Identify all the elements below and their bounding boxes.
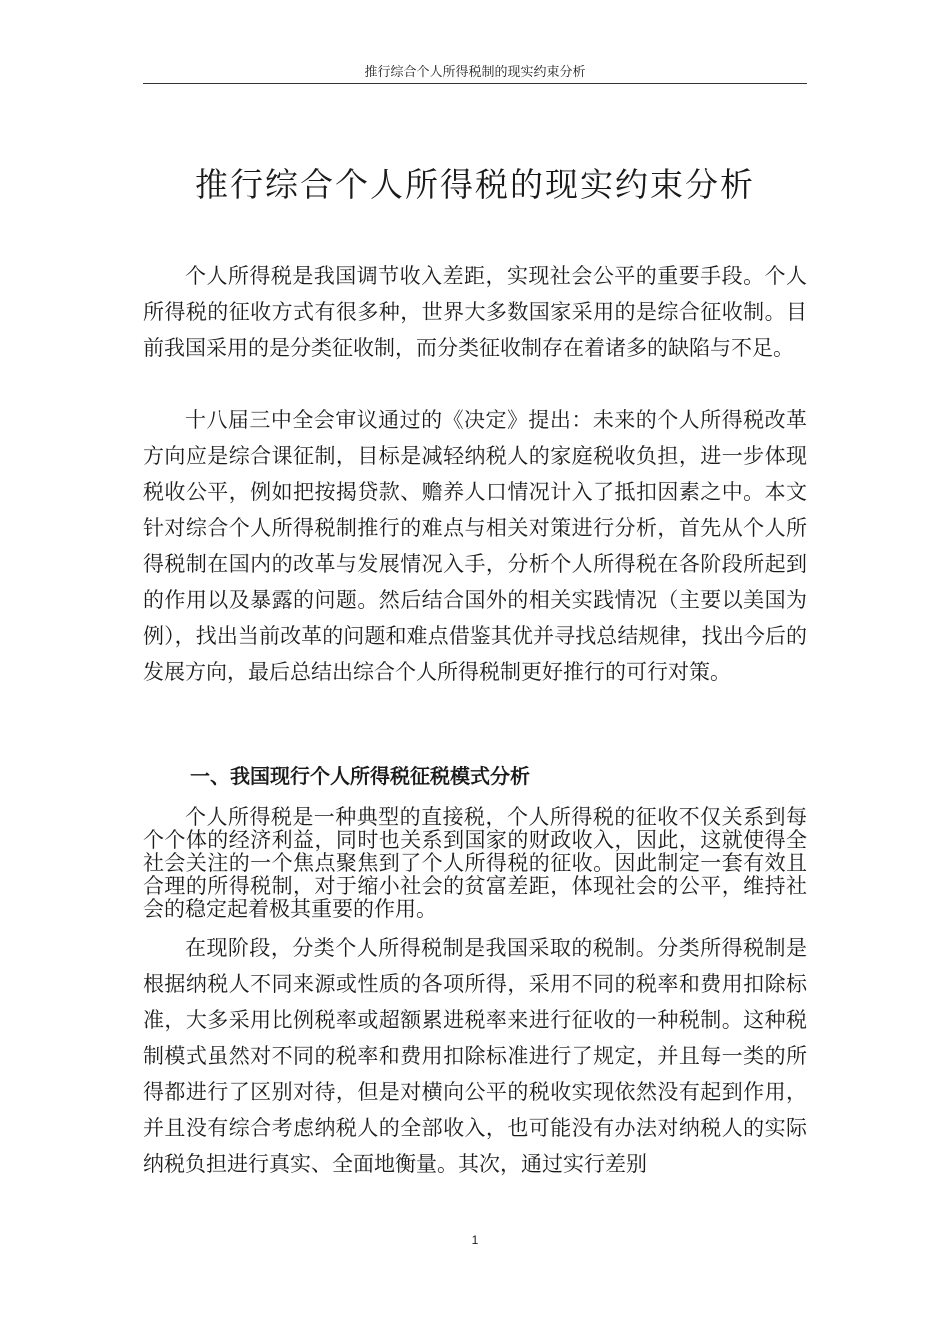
document-title: 推行综合个人所得税的现实约束分析 [195, 165, 755, 204]
running-header: 推行综合个人所得税制的现实约束分析 [364, 65, 586, 80]
section-1-paragraph-1: 个人所得税是一种典型的直接税，个人所得税的征收不仅关系到每个个体的经济利益，同时也关系到国家的财政收入，因此，这就使得全社会关注的一个焦点聚焦到了个人所得税的征收。因此制定一套有效且合理的所得税制，对于缩小社会的贫富差距，体现社会的公平，维持社会的稳定起着极其重要的作用。 [143, 805, 807, 921]
header-rule [143, 83, 807, 84]
page-number: 1 [471, 1233, 479, 1247]
section-1-paragraph-2: 在现阶段，分类个人所得税制是我国采取的税制。分类所得税制是根据纳税人不同来源或性质的各项所得，采用不同的税率和费用扣除标准，大多采用比例税率或超额累进税率来进行征收的一种税制。这种税制模式虽然对不同的税率和费用扣除标准进行了规定，并且每一类的所得都进行了区别对待，但是对横向公平的税收实现依然没有起到作用，并且没有综合考虑纳税人的全部收入，也可能没有办法对纳税人的实际纳税负担进行真实、全面地衡量。其次，通过实行差别 [143, 936, 807, 1176]
section-heading-1: 一、我国现行个人所得税征税模式分析 [190, 764, 530, 788]
intro-paragraph-2: 十八届三中全会审议通过的《决定》提出：未来的个人所得税改革方向应是综合课征制，目标是减轻纳税人的家庭税收负担，进一步体现税收公平，例如把按揭贷款、赡养人口情况计入了抵扣因素之中。本文针对综合个人所得税制推行的难点与相关对策进行分析，首先从个人所得税制在国内的改革与发展情况入手，分析个人所得税在各阶段所起到的作用以及暴露的问题。然后结合国外的相关实践情况（主要以美国为例），找出当前改革的问题和难点借鉴其优并寻找总结规律，找出今后的发展方向，最后总结出综合个人所得税制更好推行的可行对策。 [143, 408, 807, 684]
intro-paragraph-1: 个人所得税是我国调节收入差距，实现社会公平的重要手段。个人所得税的征收方式有很多种，世界大多数国家采用的是综合征收制。目前我国采用的是分类征收制，而分类征收制存在着诸多的缺陷与不足。 [143, 264, 807, 360]
